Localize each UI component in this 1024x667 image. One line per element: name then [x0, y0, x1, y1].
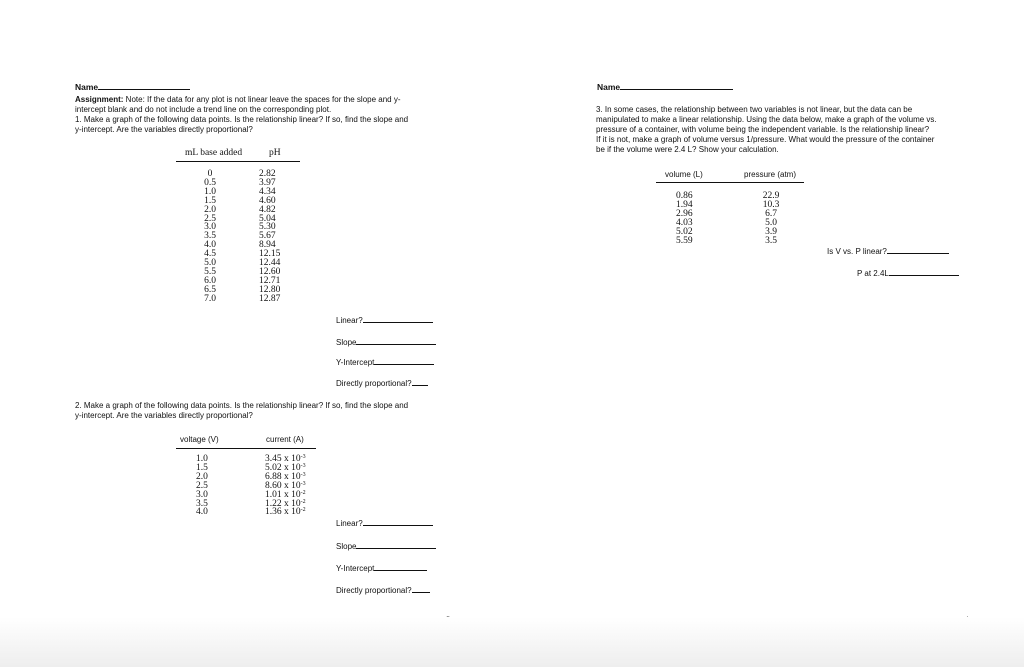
table-cell: 3.5 [765, 235, 777, 246]
question-3-text-line-3: pressure of a container, with volume being the independent variable. Is the relationship linear? [596, 125, 930, 134]
table-cell: 3.97 [259, 177, 276, 188]
table-cell: 2.0 [196, 471, 208, 482]
table-cell: 22.9 [762, 191, 780, 201]
assignment-label: Assignment: [75, 95, 124, 104]
table-cell: 10.3 [762, 199, 780, 210]
q2-linear-label: Linear? [336, 519, 363, 528]
table-cell: 1.01 x $10^{-2}$ [265, 489, 306, 500]
table-cell: 4.82 [259, 204, 276, 215]
table-cell: 12.15 [259, 249, 281, 260]
q3-pressure-label: P at 2.4L [857, 269, 889, 278]
table-cell: 1.36 x $10^{-2}$ [265, 507, 306, 518]
table1-header-rule [176, 161, 300, 162]
table-cell: 4.0 [196, 507, 208, 518]
table-cell: 6.88 x $10^{-3}$ [265, 471, 306, 482]
table-cell: 12.44 [259, 258, 281, 269]
table-cell: 3.9 [765, 226, 777, 237]
table2-header-y: current (A) [266, 435, 304, 444]
table-cell: 1.22 x $10^{-2}$ [265, 498, 306, 509]
table-cell: 2.0 [204, 204, 216, 215]
table-cell: 4.0 [204, 240, 216, 251]
table-cell: 3.45 x $10^{-3}$ [265, 454, 306, 464]
table2-x-column [196, 455, 208, 517]
table-cell: 5.30 [259, 222, 276, 233]
table2-header-rule [176, 448, 316, 449]
table-cell: 2.5 [204, 213, 216, 224]
q3-linear-field[interactable] [827, 246, 949, 256]
table3-header-rule [656, 182, 804, 183]
table-cell: 12.80 [259, 284, 281, 295]
table-cell: 4.60 [259, 195, 276, 206]
table-cell: 6.0 [204, 275, 216, 286]
q2-intercept-label: Y-Intercept [336, 564, 375, 573]
q2-linear-field[interactable] [336, 518, 433, 528]
q1-linear-field[interactable] [336, 315, 433, 325]
table-cell: 1.0 [196, 454, 208, 464]
assignment-note: Assignment: Note: If the data for any plot is not linear leave the spaces for the slope and y- [75, 95, 401, 104]
question-3-text-line-4: If it is not, make a graph of volume versus 1/pressure. What would the pressure of the container [596, 135, 935, 144]
name-label: Name [75, 82, 99, 92]
q1-intercept-field[interactable] [336, 357, 434, 367]
bottom-shadow [0, 617, 1024, 667]
q2-proportional-label: Directly proportional? [336, 586, 412, 595]
table-cell: 0.5 [204, 177, 216, 188]
q3-pressure-field[interactable] [857, 268, 959, 278]
table3-header-y: pressure (atm) [744, 170, 797, 179]
table-cell: 4.5 [204, 249, 216, 260]
table-cell: 5.59 [676, 235, 693, 246]
question-3-text: 3. In some cases, the relationship between two variables is not linear, but the data can be [596, 105, 913, 114]
table3-y-column [760, 192, 782, 245]
q2-slope-label: Slope [336, 542, 357, 551]
table3-x-column [676, 192, 693, 245]
table-cell: 2.82 [259, 169, 276, 179]
name-field[interactable] [75, 82, 190, 92]
table-cell: 0 [207, 169, 213, 179]
q1-slope-label: Slope [336, 338, 357, 347]
table-cell: 0.86 [676, 191, 693, 201]
question-1-text-line-2: y-intercept. Are the variables directly proportional? [75, 125, 253, 134]
table-cell: 5.04 [259, 213, 276, 224]
q2-proportional-field[interactable] [336, 585, 430, 595]
question-3-text-line-5: be if the volume were 2.4 L? Show your calculation. [596, 145, 779, 154]
table-cell: 1.0 [204, 186, 216, 197]
question-3-text-line-2: manipulated to make a linear relationship. Using the data below, make a graph of the volume vs. [596, 115, 937, 124]
table-cell: 2.96 [676, 208, 693, 219]
table2-header-x: voltage (V) [180, 435, 219, 444]
q1-slope-field[interactable] [336, 337, 436, 347]
table-cell: 12.71 [259, 275, 281, 286]
table-cell: 6.5 [204, 284, 216, 295]
question-2-text-line-2: y-intercept. Are the variables directly proportional? [75, 411, 253, 420]
table-cell: 5.0 [765, 217, 777, 228]
table-cell: 5.02 x $10^{-3}$ [265, 462, 306, 473]
table-cell: 8.94 [259, 240, 276, 251]
q1-proportional-field[interactable] [336, 378, 428, 388]
q1-intercept-label: Y-Intercept [336, 358, 375, 367]
table-cell: 1.5 [196, 462, 208, 473]
assignment-note-line-2: intercept blank and do not include a trend line on the corresponding plot. [75, 105, 332, 114]
table-cell: 12.60 [259, 266, 281, 277]
table-cell: 3.5 [196, 498, 208, 509]
table1-header-x: mL base added [185, 148, 243, 158]
table-cell: 8.60 x $10^{-3}$ [265, 480, 306, 491]
question-1-text: 1. Make a graph of the following data points. Is the relationship linear? If so, find the slope and [75, 115, 409, 124]
table-cell: 7.0 [204, 293, 216, 304]
table1-y-column [259, 170, 280, 304]
name-label-right: Name [597, 82, 621, 92]
q3-linear-label: Is V vs. P linear? [827, 247, 887, 256]
q1-linear-label: Linear? [336, 316, 363, 325]
table-cell: 4.34 [259, 186, 276, 197]
table-cell: 1.94 [676, 199, 693, 210]
table-cell: 1.5 [204, 195, 216, 206]
table-cell: 2.5 [196, 480, 208, 491]
table-cell: 12.87 [259, 293, 281, 304]
table-cell: 5.02 [676, 226, 693, 237]
q2-intercept-field[interactable] [336, 563, 427, 573]
table-cell: 5.0 [204, 258, 216, 269]
name-field-right[interactable] [597, 82, 733, 92]
table-cell: 5.67 [259, 231, 276, 242]
table-cell: 5.5 [204, 266, 216, 277]
table-cell: 4.03 [676, 217, 693, 228]
table-cell: 3.0 [204, 222, 216, 233]
q2-slope-field[interactable] [336, 541, 436, 551]
table3-header-x: volume (L) [665, 170, 703, 179]
q1-proportional-label: Directly proportional? [336, 379, 412, 388]
table1-x-column [198, 170, 222, 304]
table-cell: 3.5 [204, 231, 216, 242]
question-2-text: 2. Make a graph of the following data points. Is the relationship linear? If so, find the slope and [75, 401, 409, 410]
table-cell: 6.7 [765, 208, 777, 219]
table2-y-column [265, 455, 306, 517]
table-cell: 3.0 [196, 489, 208, 500]
table1-header-y: pH [269, 148, 281, 158]
